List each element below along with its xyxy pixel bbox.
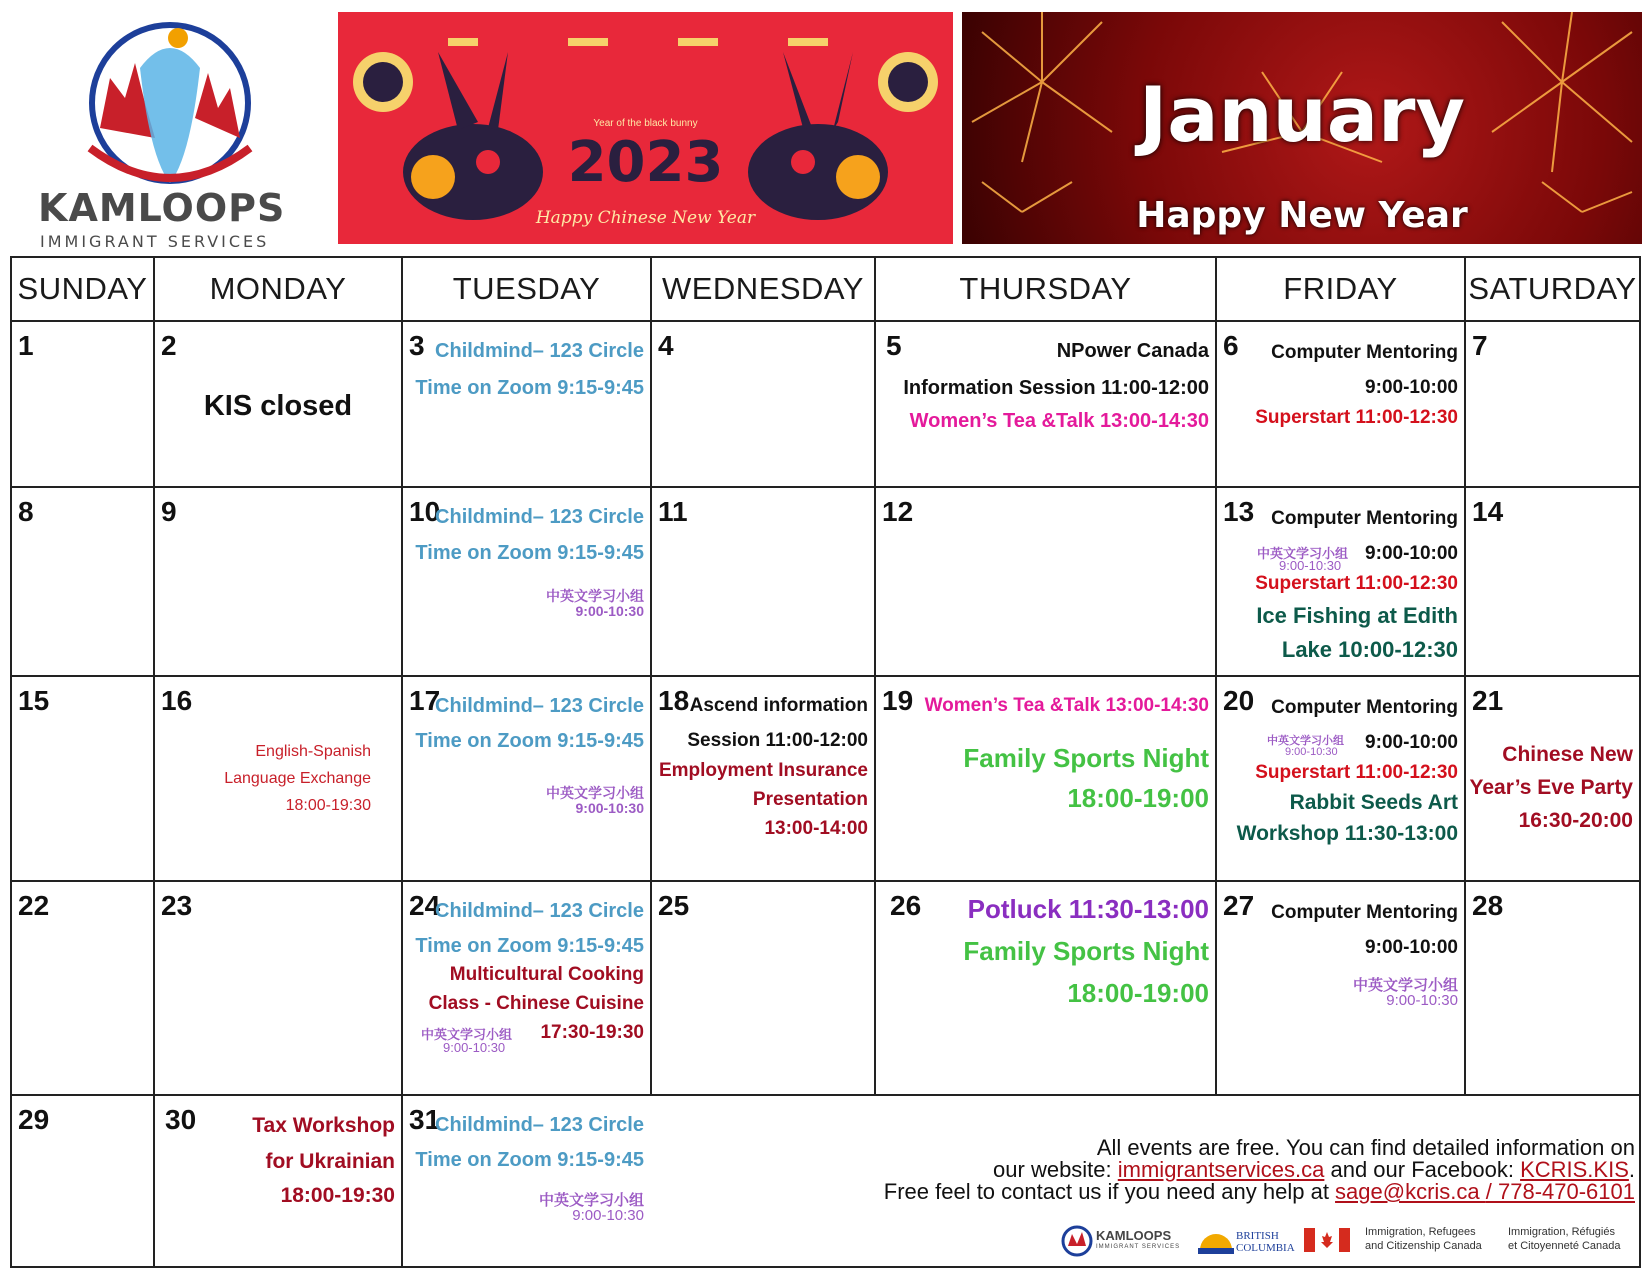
day-number: 3 [409, 330, 425, 361]
day-cell[interactable] [1217, 677, 1464, 880]
day-number: 1 [18, 330, 34, 361]
sponsor-ircc-en-2: and Citizenship Canada [1365, 1240, 1482, 1252]
day-cell[interactable] [12, 677, 153, 880]
event-chinese-group: 中英文学习小组 [538, 1192, 644, 1209]
january-banner [962, 12, 1642, 244]
event-chinese-group-time: 9:00-10:30 [1386, 992, 1458, 1009]
sponsor-ircc-fr-1: Immigration, Réfugiés [1508, 1226, 1615, 1238]
event-employment-insurance-time: 13:00-14:00 [764, 818, 868, 839]
day-cell[interactable] [1466, 677, 1639, 880]
event-childmind-time: Time on Zoom 9:15-9:45 [415, 730, 644, 752]
day-number: 18 [658, 685, 690, 716]
logo-name: KAMLOOPS [38, 186, 286, 230]
day-number: 8 [18, 496, 34, 527]
event-npower: NPower Canada [1056, 340, 1209, 362]
day-number: 13 [1223, 496, 1255, 527]
sponsor-ircc-fr-2: et Citoyenneté Canada [1508, 1240, 1621, 1252]
day-number: 27 [1223, 890, 1255, 921]
day-number: 10 [409, 496, 441, 527]
kamloops-small-icon [1060, 1224, 1094, 1258]
header-saturday: SATURDAY [1468, 271, 1637, 306]
event-cooking-class: Multicultural Cooking [449, 964, 644, 985]
footer-line-3 [780, 1181, 1635, 1203]
day-number: 6 [1223, 330, 1239, 361]
event-chinese-group: 中英文学习小组 [421, 1027, 513, 1042]
day-number: 21 [1472, 685, 1504, 716]
event-npower-time: Information Session 11:00-12:00 [903, 377, 1209, 399]
event-computer-mentoring: Computer Mentoring [1271, 508, 1458, 529]
day-cell[interactable] [12, 882, 153, 1094]
day-cell[interactable] [652, 677, 874, 880]
event-family-sports-time: 18:00-19:00 [1067, 783, 1209, 813]
day-number: 16 [161, 685, 193, 716]
event-cooking-class-time: 17:30-19:30 [540, 1022, 644, 1043]
email-link[interactable]: sage@kcris.ca [1335, 1179, 1486, 1204]
phone-link[interactable]: / 778-470-6101 [1485, 1179, 1635, 1204]
day-cell[interactable] [403, 1096, 650, 1266]
event-childmind-time: Time on Zoom 9:15-9:45 [415, 935, 644, 957]
day-number: 14 [1472, 496, 1504, 527]
day-cell[interactable] [652, 488, 874, 675]
event-language-exchange: English-Spanish [255, 743, 371, 760]
day-cell[interactable] [12, 322, 153, 486]
day-cell[interactable] [876, 677, 1215, 880]
event-childmind: Childmind– 123 Circle [435, 1114, 644, 1136]
event-ascend: Ascend information [689, 695, 868, 716]
day-cell[interactable] [403, 677, 650, 880]
sponsor-logos [1060, 1222, 1635, 1262]
day-number: 4 [658, 330, 674, 361]
day-cell[interactable] [155, 882, 401, 1094]
event-computer-mentoring: Computer Mentoring [1271, 902, 1458, 923]
day-number: 11 [658, 496, 688, 527]
event-womens-tea: Women’s Tea &Talk 13:00-14:30 [924, 695, 1209, 716]
day-number: 25 [658, 890, 690, 921]
event-chinese-group-time: 9:00-10:30 [575, 603, 644, 619]
event-potluck: Potluck 11:30-13:00 [967, 894, 1209, 924]
facebook-link[interactable]: KCRIS.KIS [1520, 1157, 1629, 1182]
footer-info [780, 1137, 1635, 1203]
footer-facebook-prefix: and our Facebook: [1324, 1157, 1521, 1182]
happy-new-year: Happy New Year [1136, 195, 1468, 236]
day-number: 29 [18, 1104, 50, 1135]
event-tax-workshop-2: for Ukrainian [265, 1150, 395, 1173]
event-chinese-group-time: 9:00-10:30 [443, 1040, 506, 1055]
event-childmind: Childmind– 123 Circle [435, 340, 644, 362]
event-ice-fishing: Ice Fishing at Edith [1256, 603, 1458, 628]
event-chinese-group: 中英文学习小组 [1257, 546, 1349, 561]
event-rabbit-seeds: Rabbit Seeds Art [1289, 791, 1458, 814]
day-cell[interactable] [1466, 882, 1639, 1094]
event-chinese-group: 中英文学习小组 [1352, 977, 1458, 994]
header-tuesday: TUESDAY [452, 271, 601, 306]
day-cell[interactable] [1466, 322, 1639, 486]
calendar-grid [10, 256, 1641, 1268]
event-employment-insurance: Employment Insurance [658, 760, 868, 781]
event-computer-mentoring: Computer Mentoring [1271, 342, 1458, 363]
day-cell[interactable] [1217, 882, 1464, 1094]
day-number: 2 [161, 330, 177, 361]
event-superstart: Superstart 11:00-12:30 [1255, 407, 1458, 428]
event-childmind: Childmind– 123 Circle [435, 506, 644, 528]
day-number: 20 [1223, 685, 1255, 716]
canada-flag-icon [1304, 1228, 1350, 1252]
footer-line-2 [780, 1159, 1635, 1181]
event-chinese-group-time: 9:00-10:30 [575, 800, 644, 816]
event-computer-mentoring-time: 9:00-10:00 [1365, 937, 1458, 958]
day-cell[interactable] [1466, 488, 1639, 675]
day-number: 17 [409, 685, 441, 716]
sponsor-bc-1: BRITISH [1236, 1230, 1279, 1242]
day-number: 15 [18, 685, 50, 716]
event-childmind: Childmind– 123 Circle [435, 900, 644, 922]
event-computer-mentoring-time: 9:00-10:00 [1365, 543, 1458, 564]
day-cell[interactable] [403, 882, 650, 1094]
event-chinese-group-time: 9:00-10:30 [572, 1207, 644, 1224]
header-thursday: THURSDAY [959, 271, 1132, 306]
event-ice-fishing-time: Lake 10:00-12:30 [1281, 637, 1458, 662]
day-cell[interactable] [876, 322, 1215, 486]
event-employment-insurance-2: Presentation [752, 789, 868, 810]
event-womens-tea: Women’s Tea &Talk 13:00-14:30 [909, 410, 1209, 432]
bc-sun-icon [1198, 1232, 1234, 1254]
day-cell[interactable] [1217, 322, 1464, 486]
event-family-sports-time: 18:00-19:00 [1067, 978, 1209, 1008]
day-cell[interactable] [155, 322, 401, 486]
event-family-sports: Family Sports Night [963, 743, 1209, 773]
day-cell[interactable] [155, 488, 401, 675]
footer-period: . [1628, 1157, 1635, 1182]
event-childmind-time: Time on Zoom 9:15-9:45 [415, 377, 644, 399]
day-cell[interactable] [652, 882, 874, 1094]
event-tax-workshop: Tax Workshop [252, 1114, 395, 1137]
cny-year: 2023 [567, 130, 724, 195]
event-childmind-time: Time on Zoom 9:15-9:45 [415, 1149, 644, 1171]
event-childmind: Childmind– 123 Circle [435, 695, 644, 717]
event-computer-mentoring-time: 9:00-10:00 [1365, 377, 1458, 398]
day-number: 19 [882, 685, 914, 716]
day-number: 24 [409, 890, 441, 921]
kamloops-logo [30, 8, 310, 251]
sponsor-kamloops: KAMLOOPS [1096, 1228, 1172, 1243]
event-chinese-group: 中英文学习小组 [546, 785, 644, 801]
grid-line [1639, 256, 1641, 1268]
event-chinese-group-time: 9:00-10:30 [1279, 558, 1342, 573]
cny-tagline: Year of the black bunny [593, 118, 698, 129]
day-cell[interactable] [155, 1096, 401, 1266]
day-cell[interactable] [403, 488, 650, 675]
day-cell[interactable] [12, 1096, 153, 1266]
day-number: 30 [165, 1104, 197, 1135]
event-chinese-group-time: 9:00-10:30 [1285, 746, 1338, 758]
event-cooking-class-2: Class - Chinese Cuisine [428, 993, 644, 1014]
header-friday: FRIDAY [1283, 271, 1398, 306]
header-monday: MONDAY [209, 271, 347, 306]
logo-subtitle: IMMIGRANT SERVICES [40, 232, 270, 251]
grid-line [10, 1266, 1641, 1268]
cny-greeting: Happy Chinese New Year [535, 208, 756, 228]
sponsor-kamloops-sub: IMMIGRANT SERVICES [1096, 1244, 1181, 1250]
event-chinese-group: 中英文学习小组 [1267, 735, 1344, 747]
day-number: 22 [18, 890, 50, 921]
day-cell[interactable] [1217, 488, 1464, 675]
day-number: 26 [890, 890, 922, 921]
event-childmind-time: Time on Zoom 9:15-9:45 [415, 542, 644, 564]
footer-line-1: All events are free. You can find detailed information on [1096, 1135, 1635, 1160]
header-sunday: SUNDAY [17, 271, 148, 306]
event-language-exchange-time: 18:00-19:30 [285, 797, 371, 814]
event-rabbit-seeds-time: Workshop 11:30-13:00 [1236, 822, 1458, 845]
footer-contact-prefix: Free feel to contact us if you need any help at [883, 1179, 1336, 1204]
sponsor-ircc-en-1: Immigration, Refugees [1365, 1226, 1476, 1238]
event-superstart: Superstart 11:00-12:30 [1255, 762, 1458, 783]
chinese-new-year-banner [338, 12, 953, 244]
day-number: 12 [882, 496, 914, 527]
day-cell[interactable] [403, 322, 650, 486]
day-number: 5 [886, 330, 902, 361]
month-title: January [1138, 70, 1466, 159]
day-cell[interactable] [652, 322, 874, 486]
day-number: 28 [1472, 890, 1504, 921]
website-link[interactable]: immigrantservices.ca [1117, 1157, 1325, 1182]
event-superstart: Superstart 11:00-12:30 [1255, 573, 1458, 594]
footer-website-prefix: our website: [993, 1157, 1118, 1182]
day-cell[interactable] [876, 882, 1215, 1094]
event-ascend-time: Session 11:00-12:00 [687, 730, 868, 751]
day-number: 7 [1472, 330, 1488, 361]
day-number: 23 [161, 890, 193, 921]
kamloops-emblem-icon [30, 8, 310, 188]
event-tax-workshop-time: 18:00-19:30 [280, 1184, 395, 1207]
sponsor-bc-2: COLUMBIA [1236, 1242, 1295, 1254]
event-cny-eve-2: Year’s Eve Party [1469, 776, 1633, 799]
event-computer-mentoring-time: 9:00-10:00 [1365, 732, 1458, 753]
event-family-sports: Family Sports Night [963, 936, 1209, 966]
day-cell[interactable] [12, 488, 153, 675]
event-computer-mentoring: Computer Mentoring [1271, 697, 1458, 718]
header-wednesday: WEDNESDAY [661, 271, 864, 306]
event-cny-eve-time: 16:30-20:00 [1518, 809, 1633, 832]
event-cny-eve: Chinese New [1502, 743, 1633, 766]
day-number: 9 [161, 496, 177, 527]
day-cell[interactable] [155, 677, 401, 880]
day-number: 31 [409, 1104, 441, 1135]
event-language-exchange-2: Language Exchange [224, 770, 371, 787]
event-chinese-group: 中英文学习小组 [546, 588, 644, 604]
day-cell[interactable] [876, 488, 1215, 675]
closed-notice: KIS closed [203, 390, 353, 422]
